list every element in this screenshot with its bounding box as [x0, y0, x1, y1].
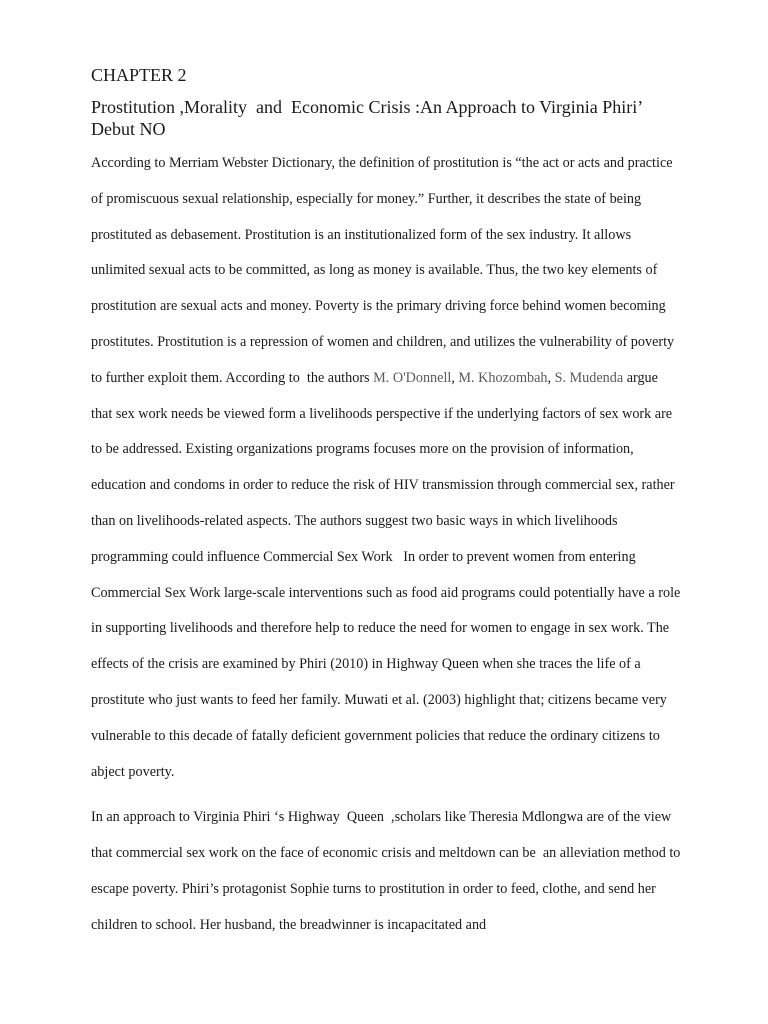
- chapter-title: Prostitution ,Morality and Economic Crisis :An Approach to Virginia Phiri’ Debut NO: [91, 97, 647, 139]
- paragraph-1-text-a: According to Merriam Webster Dictionary, the definition of prostitution is “the act or acts and practice of promiscuous sexual relationship, especially for money.” Further, it describes the state of being prostituted as debasement. Prostitution is an institutionalized form of the sex industry. It allows unlimited sexual acts to be committed, as long as money is available. Thus, the two key elements of prostitution are sexual acts and money. Poverty is the primary driving force behind women becoming prostitutes. Prostitution is a repression of women and children, and utilizes the vulnerability of poverty to further exploit them.: [91, 155, 678, 386]
- author-separator: ,: [547, 369, 555, 386]
- body-paragraph-2: In an approach to Virginia Phiri ‘s Highway Queen ,scholars like Theresia Mdlongwa are of the view that commercial sex work on the face of economic crisis and meltdown can be an alleviation method to escape poverty. Phiri’s protagonist Sophie turns to prostitution in order to feed, clothe, and send her children to school. Her husband, the breadwinner is incapacitated and: [91, 809, 684, 933]
- chapter-heading: CHAPTER 2: [91, 65, 187, 85]
- author-separator: ,: [451, 369, 459, 386]
- body-paragraph-1: [91, 146, 684, 790]
- author-reference-khozombah: M. Khozombah: [458, 369, 548, 386]
- paragraph-1-text-b: According to the authors: [225, 369, 374, 386]
- author-reference-mudenda: S. Mudenda: [554, 369, 624, 386]
- document-content: [91, 62, 684, 954]
- paragraph-1-text-c: argue that sex work needs be viewed form a livelihoods perspective if the underlying factors of sex work are to be addressed. Existing organizations programs focuses more on the provision of information, education and condoms in order to reduce the risk of HIV transmission through commercial sex, rather than on livelihoods-related aspects. The authors suggest two basic ways in which livelihoods programming could influence Commercial Sex Work In order to prevent women from entering Commercial Sex Work large-scale interventions such as food aid programs could potentially have a role in supporting livelihoods and therefore help to reduce the need for women to engage in sex work. The effects of the crisis are examined by Phiri (2010) in Highway Queen when she traces the life of a prostitute who just wants to feed her family. Muwati et al. (2003) highlight that; citizens became very vulnerable to this decade of fatally deficient government policies that reduce the ordinary citizens to abject poverty.: [91, 369, 684, 780]
- author-reference-odonnell: M. O'Donnell: [373, 369, 452, 386]
